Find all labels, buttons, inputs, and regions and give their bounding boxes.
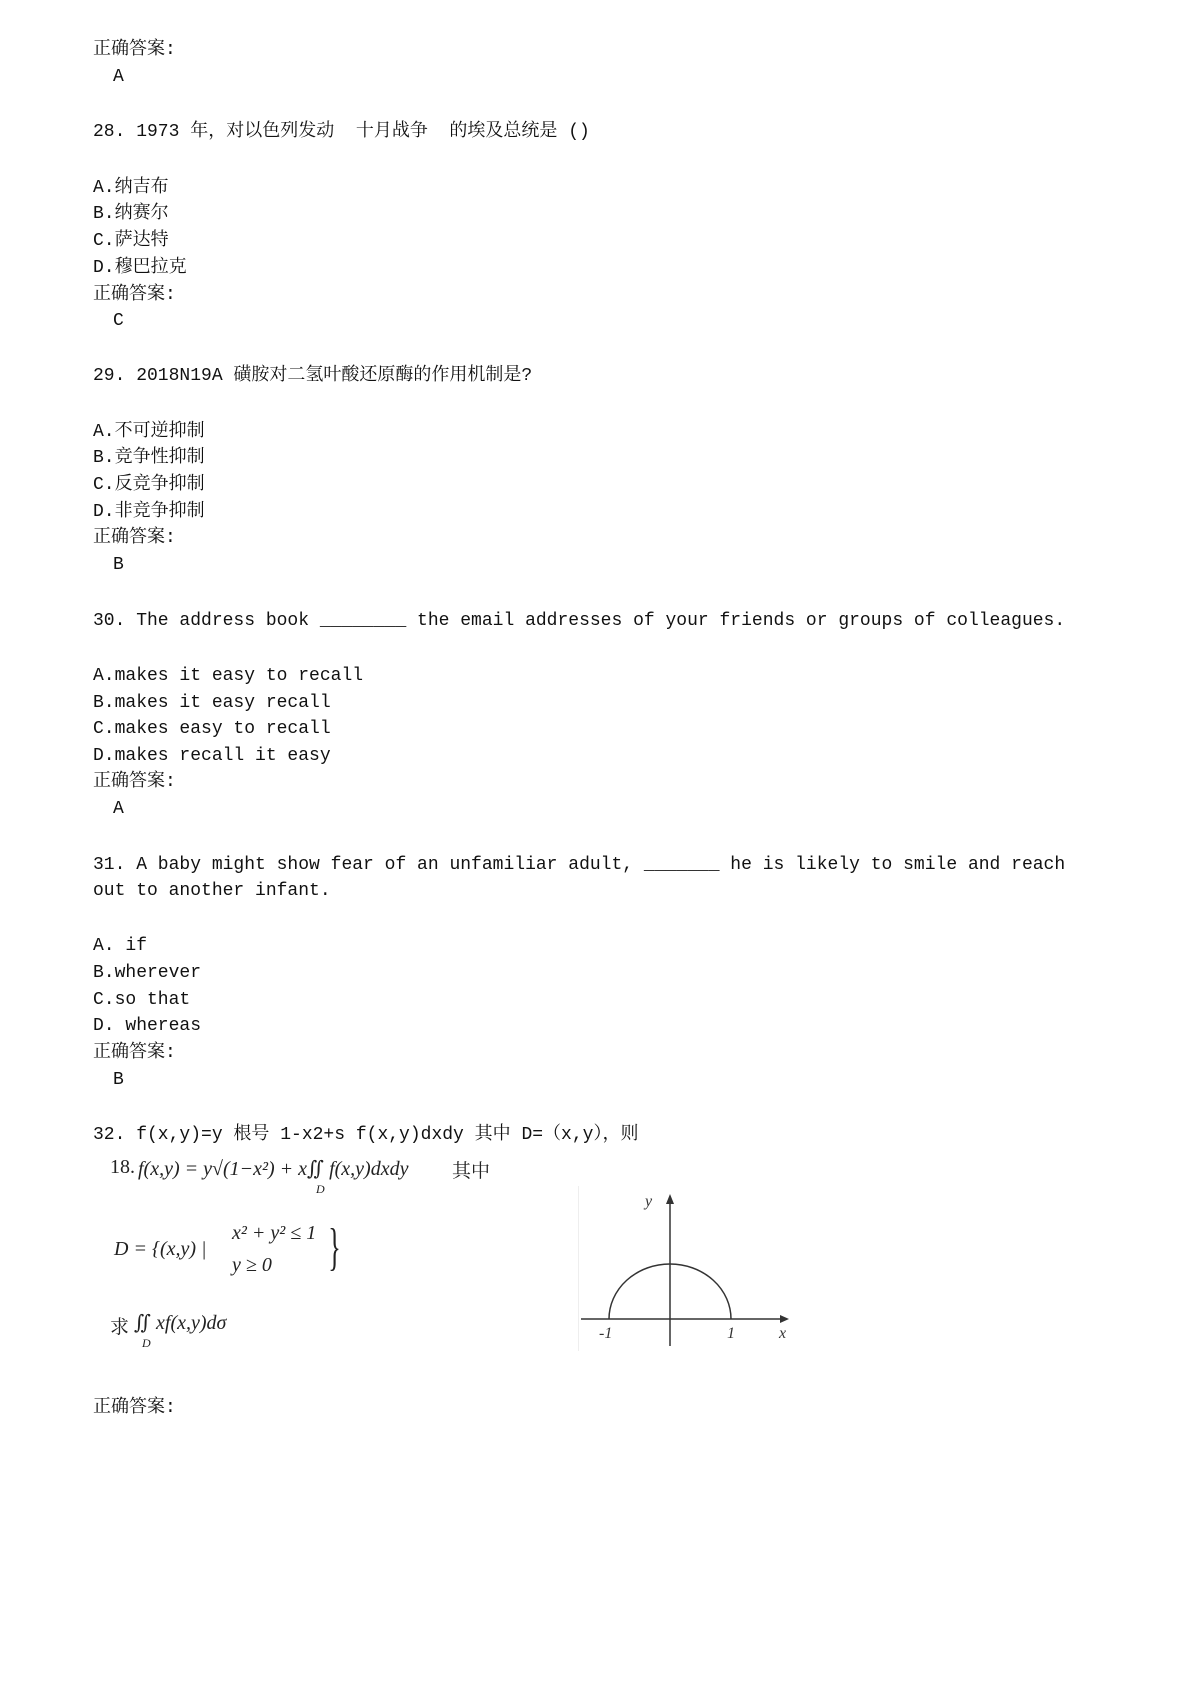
formula-image — [108, 1150, 528, 1360]
answer-value: A — [113, 67, 124, 87]
question-31: 31. A baby might show fear of an unfamiliar adult, _______ he is likely to smile and reach — [93, 855, 1066, 875]
question-32: 32. f(x,y)=y 根号 1-x2+s f(x,y)dxdy 其中 D=（x,y），则 — [93, 1125, 639, 1145]
option-d: D.makes recall it easy — [93, 746, 331, 766]
option-b: B.makes it easy recall — [93, 693, 331, 713]
formula-sub: D — [316, 1182, 325, 1196]
x-arrow-icon — [780, 1315, 789, 1323]
option-c: C.makes easy to recall — [93, 719, 331, 739]
option-a: A. if — [93, 936, 148, 956]
option-c: C.反竞争抑制 — [93, 475, 205, 495]
option-d: D.穆巴拉克 — [93, 258, 187, 278]
answer-label: 正确答案: — [93, 772, 176, 792]
answer-value: B — [113, 1070, 124, 1090]
y-label: y — [645, 1193, 653, 1210]
option-a: A.不可逆抑制 — [93, 422, 205, 442]
option-a: A.纳吉布 — [93, 178, 169, 198]
semicircle-graph — [578, 1186, 789, 1351]
x-label: x — [779, 1325, 787, 1342]
answer-label: 正确答案: — [93, 1398, 176, 1418]
domain-label: D = {(x,y) | — [114, 1238, 207, 1260]
option-a: A.makes it easy to recall — [93, 666, 364, 686]
graph-svg — [579, 1186, 789, 1351]
domain-cond1: x² + y² ≤ 1 — [232, 1222, 317, 1244]
question-28: 28. 1973 年，对以色列发动 十月战争 的埃及总统是 () — [93, 122, 590, 142]
ask-sub: D — [142, 1336, 151, 1350]
option-b: B.纳赛尔 — [93, 204, 169, 224]
option-c: C.so that — [93, 990, 191, 1010]
question-29: 29. 2018N19A 磺胺对二氢叶酸还原酶的作用机制是? — [93, 366, 533, 386]
option-d: D.非竞争抑制 — [93, 502, 205, 522]
brace-right: } — [328, 1219, 341, 1276]
formula-suffix: 其中 — [452, 1160, 491, 1182]
answer-label: 正确答案: — [93, 1043, 176, 1063]
option-c: C.萨达特 — [93, 231, 169, 251]
question-30: 30. The address book ________ the email addresses of your friends or groups of colleagues. — [93, 611, 1066, 631]
question-31-cont: out to another infant. — [93, 881, 331, 901]
tick-neg-1: -1 — [599, 1325, 613, 1342]
ask-prefix: 求 — [110, 1316, 130, 1338]
answer-value: A — [113, 799, 124, 819]
answer-label: 正确答案: — [93, 528, 176, 548]
answer-value: C — [113, 311, 124, 331]
answer-label: 正确答案: — [93, 285, 176, 305]
answer-value: B — [113, 555, 124, 575]
y-arrow-icon — [666, 1194, 674, 1204]
option-b: B.竞争性抑制 — [93, 448, 205, 468]
domain-cond2: y ≥ 0 — [232, 1254, 272, 1276]
option-b: B.wherever — [93, 963, 202, 983]
formula-number: 18. — [110, 1156, 135, 1178]
option-d: D. whereas — [93, 1016, 202, 1036]
tick-pos-1: 1 — [727, 1325, 735, 1342]
answer-label: 正确答案: — [93, 40, 176, 60]
ask-integral: ∬ xf(x,y)dσ — [134, 1312, 227, 1334]
formula-line1: f(x,y) = y√(1−x²) + x∬ f(x,y)dxdy — [138, 1158, 409, 1180]
